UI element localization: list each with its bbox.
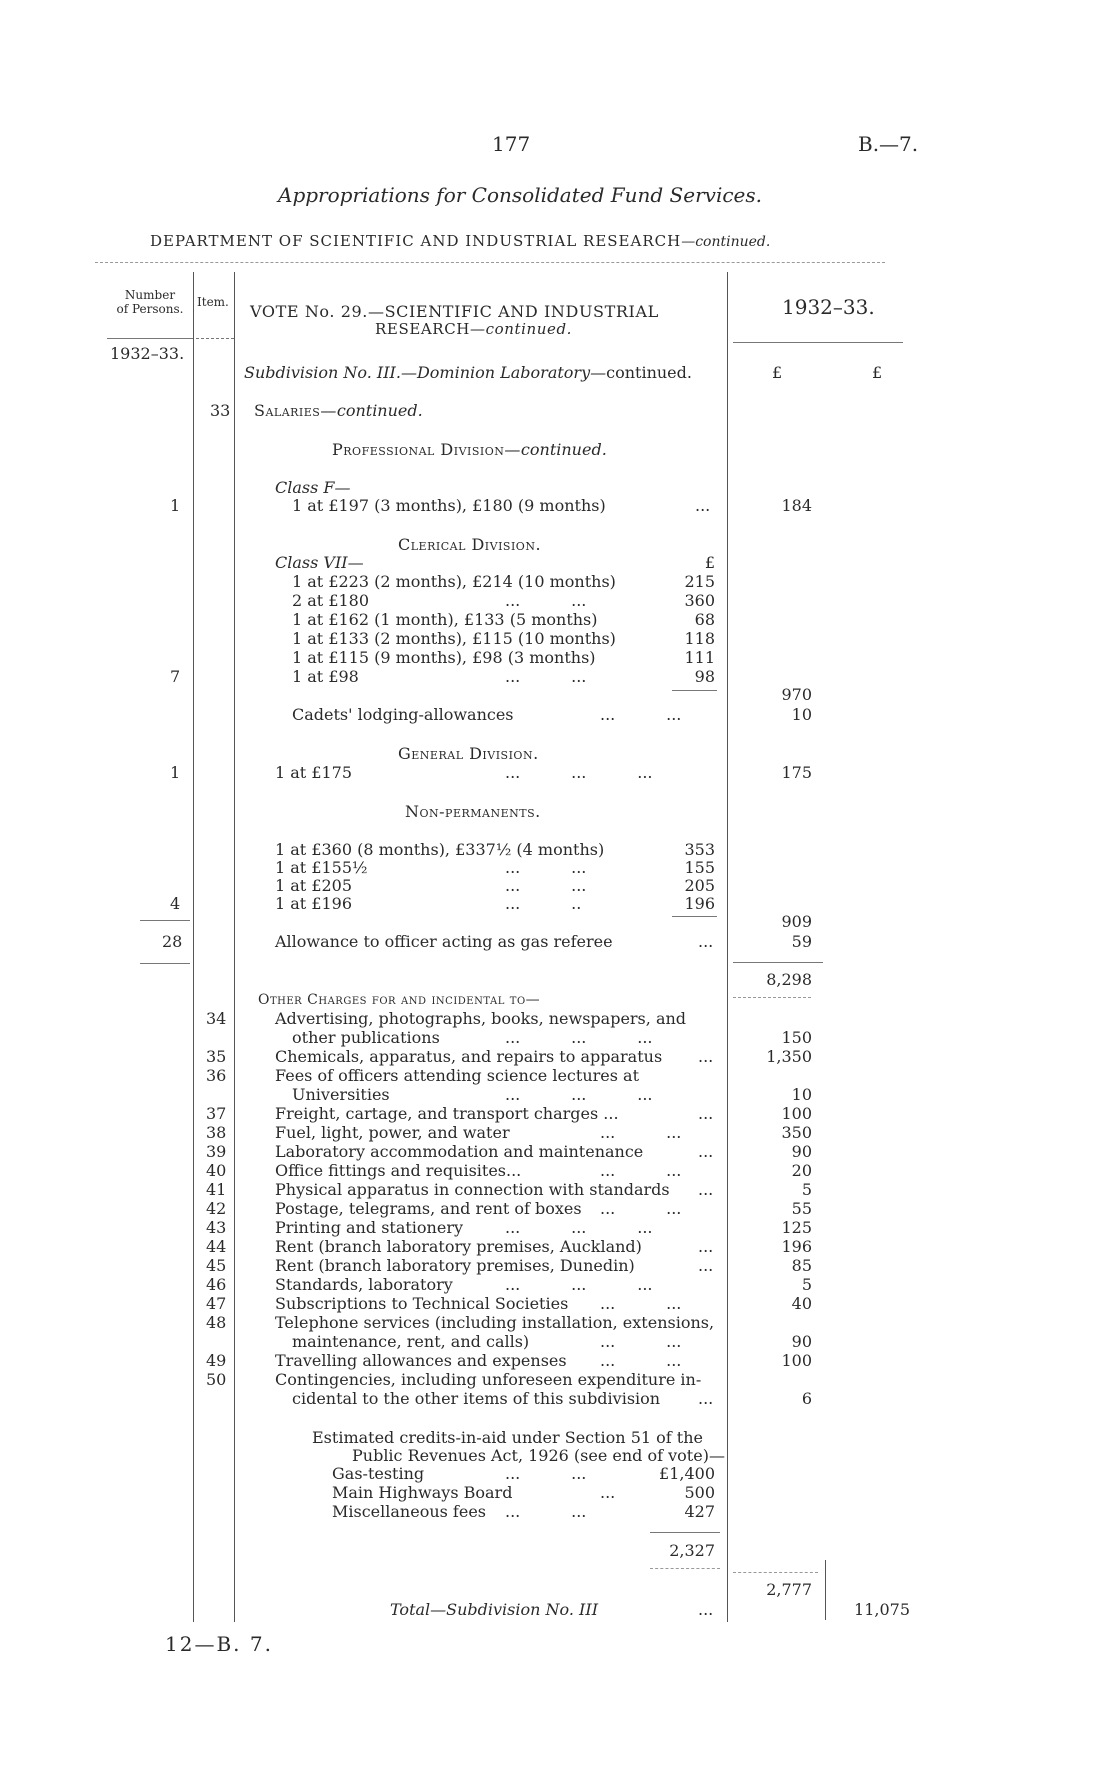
- item-45-number: 45: [206, 1256, 227, 1275]
- credits-row-2: Main Highways Board: [332, 1483, 513, 1502]
- nonperm-row-4: 1 at £196: [275, 894, 353, 913]
- item-43-number: 43: [206, 1218, 227, 1237]
- salaries-total-rule-bottom: [733, 997, 811, 998]
- item-34-dots: ... ... ...: [505, 1028, 653, 1047]
- item-45-dots: ...: [698, 1256, 714, 1275]
- item-36-number: 36: [206, 1066, 227, 1085]
- clerical-row-1-amount: 215: [684, 572, 715, 591]
- item-39-number: 39: [206, 1142, 227, 1161]
- vote-title-line1: VOTE No. 29.—SCIENTIFIC AND INDUSTRIAL: [250, 302, 659, 321]
- nonperm-row-3-amount: 205: [684, 876, 715, 895]
- subdivision-name: Subdivision No. III.—Dominion Laboratory—: [244, 363, 607, 382]
- credits-row-1-dots: ... ...: [505, 1464, 587, 1483]
- col-number-line1: Number: [124, 288, 176, 302]
- item-36-amount: 10: [791, 1085, 812, 1104]
- item-50-number: 50: [206, 1370, 227, 1389]
- item-41-amount: 5: [801, 1180, 812, 1199]
- general-persons: 1: [170, 763, 181, 782]
- item-34-number: 34: [206, 1009, 227, 1028]
- item-46-number: 46: [206, 1275, 227, 1294]
- allowance-amount: 59: [791, 932, 812, 951]
- page-subtitle: Appropriations for Consolidated Fund Services.: [278, 183, 763, 207]
- head-rule-item: [196, 338, 234, 339]
- cadets-amount: 10: [791, 705, 812, 724]
- department-name: DEPARTMENT OF SCIENTIFIC AND INDUSTRIAL RESEARCH: [150, 232, 682, 250]
- item-47-number: 47: [206, 1294, 227, 1313]
- item-48-label-2: maintenance, rent, and calls): [292, 1332, 530, 1351]
- clerical-row-2-dots: ... ...: [505, 591, 587, 610]
- credits-total-rule: [650, 1532, 720, 1533]
- column-header-persons: [107, 288, 193, 316]
- item-46-amount: 5: [801, 1275, 812, 1294]
- item-41-number: 41: [206, 1180, 227, 1199]
- item-35-number: 35: [206, 1047, 227, 1066]
- item-40-label-1: Office fittings and requisites...: [275, 1161, 522, 1180]
- credits-line-2: Public Revenues Act, 1926 (see end of vote)—: [352, 1446, 725, 1465]
- item-44-dots: ...: [698, 1237, 714, 1256]
- department-continued: —continued.: [681, 234, 771, 250]
- item-36-label-1: Fees of officers attending science lectures at: [275, 1066, 639, 1085]
- nonperm-heading: Non-permanents.: [405, 802, 541, 821]
- credits-row-3-amount: 427: [684, 1502, 715, 1521]
- clerical-subtotal-rule: [672, 690, 717, 691]
- salaries-heading: [254, 401, 423, 420]
- clerical-row-4-amount: 118: [684, 629, 715, 648]
- professional-class: Class F—: [275, 478, 351, 497]
- clerical-row-1: 1 at £223 (2 months), £214 (10 months): [292, 572, 616, 591]
- col-divider-details: [727, 272, 728, 1622]
- item-43-amount: 125: [781, 1218, 812, 1237]
- nonperm-row-3-dots: ... ...: [505, 876, 587, 895]
- vote-title-continued: continued.: [485, 320, 573, 338]
- clerical-class: Class VII—: [275, 553, 364, 572]
- item-50-label-2: cidental to the other items of this subdivision: [292, 1389, 661, 1408]
- credits-row-1: Gas-testing: [332, 1464, 425, 1483]
- item-42-dots: ... ...: [600, 1199, 682, 1218]
- clerical-row-5-amount: 111: [684, 648, 715, 667]
- item-34-amount: 150: [781, 1028, 812, 1047]
- clerical-row-6-dots: ... ...: [505, 667, 587, 686]
- item-49-amount: 100: [781, 1351, 812, 1370]
- col-number-line2: of Persons.: [116, 302, 184, 316]
- salaries-continued: continued.: [336, 401, 423, 420]
- allowance-label: Allowance to officer acting as gas referee: [275, 932, 613, 951]
- nonperm-row-1-amount: 353: [684, 840, 715, 859]
- column-header-year: 1932–33.: [782, 295, 875, 319]
- credits-row-3-dots: ... ...: [505, 1502, 587, 1521]
- col-divider-persons: [193, 272, 194, 1622]
- persons-year-label: 1932–33.: [110, 344, 185, 363]
- professional-line: 1 at £197 (3 months), £180 (9 months): [292, 496, 606, 515]
- footer-signature: 12—B. 7.: [165, 1632, 273, 1656]
- general-label: 1 at £175: [275, 763, 353, 782]
- item-41-label-1: Physical apparatus in connection with standards: [275, 1180, 670, 1199]
- professional-label: Professional Division—: [332, 440, 521, 459]
- salaries-item-number: 33: [210, 401, 231, 420]
- department-title: [150, 232, 770, 250]
- nonperm-row-2-dots: ... ...: [505, 858, 587, 877]
- vote-title-research: RESEARCH—: [375, 320, 486, 338]
- item-38-amount: 350: [781, 1123, 812, 1142]
- item-47-amount: 40: [791, 1294, 812, 1313]
- item-40-number: 40: [206, 1161, 227, 1180]
- nonperm-row-3: 1 at £205: [275, 876, 353, 895]
- other-total-rule: [733, 1572, 818, 1573]
- clerical-row-3-amount: 68: [694, 610, 715, 629]
- page-number: 177: [492, 132, 531, 156]
- clerical-subtotal: 970: [781, 685, 812, 704]
- item-37-amount: 100: [781, 1104, 812, 1123]
- nonperm-row-2-amount: 155: [684, 858, 715, 877]
- credits-total: 2,327: [669, 1541, 715, 1560]
- item-34-label-1: Advertising, photographs, books, newspapers, and: [275, 1009, 687, 1028]
- item-50-amount: 6: [801, 1389, 812, 1408]
- salaries-total-rule: [733, 962, 823, 963]
- other-charges-total: 2,777: [766, 1580, 812, 1599]
- credits-total-rule-bottom: [650, 1568, 720, 1569]
- general-dots: ... ... ...: [505, 763, 653, 782]
- item-44-number: 44: [206, 1237, 227, 1256]
- head-rule-year: [733, 342, 903, 343]
- item-41-dots: ...: [698, 1180, 714, 1199]
- item-35-amount: 1,350: [766, 1047, 812, 1066]
- col-divider-item: [234, 272, 235, 1622]
- item-48-amount: 90: [791, 1332, 812, 1351]
- item-45-amount: 85: [791, 1256, 812, 1275]
- salaries-total: 8,298: [766, 970, 812, 989]
- item-47-label-1: Subscriptions to Technical Societies: [275, 1294, 569, 1313]
- item-48-dots: ... ...: [600, 1332, 682, 1351]
- item-38-number: 38: [206, 1123, 227, 1142]
- professional-persons: 1: [170, 496, 181, 515]
- vote-title-line2: [375, 320, 572, 338]
- subdivision-continued: continued.: [606, 363, 692, 382]
- nonperm-persons: 4: [170, 894, 181, 913]
- clerical-row-2-amount: 360: [684, 591, 715, 610]
- item-39-label-1: Laboratory accommodation and maintenance: [275, 1142, 644, 1161]
- nonperm-row-4-dots: ... ..: [505, 894, 582, 913]
- item-46-label-1: Standards, laboratory: [275, 1275, 453, 1294]
- document-reference: B.—7.: [858, 132, 919, 156]
- item-40-amount: 20: [791, 1161, 812, 1180]
- item-36-label-2: Universities: [292, 1085, 390, 1104]
- professional-amount: 184: [781, 496, 812, 515]
- item-37-dots: ...: [698, 1104, 714, 1123]
- clerical-row-3: 1 at £162 (1 month), £133 (5 months): [292, 610, 598, 629]
- item-46-dots: ... ... ...: [505, 1275, 653, 1294]
- nonperm-row-1: 1 at £360 (8 months), £337½ (4 months): [275, 840, 605, 859]
- clerical-pound: £: [704, 553, 715, 572]
- item-50-dots: ...: [698, 1389, 714, 1408]
- clerical-row-4: 1 at £133 (2 months), £115 (10 months): [292, 629, 616, 648]
- clerical-row-6: 1 at £98: [292, 667, 359, 686]
- clerical-row-6-amount: 98: [694, 667, 715, 686]
- pound-sign-details: £: [772, 363, 783, 382]
- nonperm-subtotal-rule: [672, 916, 717, 917]
- persons-total: 28: [162, 932, 183, 951]
- cadets-dots: ... ...: [600, 705, 682, 724]
- head-rule-persons: [107, 338, 193, 339]
- grand-total-amount: 11,075: [854, 1600, 910, 1619]
- pound-sign-total: £: [872, 363, 883, 382]
- clerical-heading: Clerical Division.: [398, 535, 542, 554]
- item-34-label-2: other publications: [292, 1028, 440, 1047]
- col-divider-total: [825, 1560, 826, 1620]
- persons-total-rule-bottom: [140, 963, 190, 964]
- item-49-label-1: Travelling allowances and expenses: [275, 1351, 567, 1370]
- salaries-label: Salaries—: [254, 401, 337, 420]
- credits-row-3: Miscellaneous fees: [332, 1502, 486, 1521]
- item-42-label-1: Postage, telegrams, and rent of boxes: [275, 1199, 582, 1218]
- cadets-label: Cadets' lodging-allowances: [292, 705, 514, 724]
- item-44-label-1: Rent (branch laboratory premises, Auckland): [275, 1237, 642, 1256]
- item-49-number: 49: [206, 1351, 227, 1370]
- item-48-label-1: Telephone services (including installation, extensions,: [275, 1313, 715, 1332]
- professional-continued: continued.: [520, 440, 607, 459]
- persons-total-rule-top: [140, 920, 190, 921]
- nonperm-row-2: 1 at £155½: [275, 858, 368, 877]
- item-36-dots: ... ... ...: [505, 1085, 653, 1104]
- item-40-dots: ... ...: [600, 1161, 682, 1180]
- clerical-row-2: 2 at £180: [292, 591, 370, 610]
- item-45-label-1: Rent (branch laboratory premises, Dunedin): [275, 1256, 635, 1275]
- item-44-amount: 196: [781, 1237, 812, 1256]
- item-43-dots: ... ... ...: [505, 1218, 653, 1237]
- item-48-number: 48: [206, 1313, 227, 1332]
- grand-total-label: Total—Subdivision No. III: [390, 1600, 599, 1619]
- item-49-dots: ... ...: [600, 1351, 682, 1370]
- item-42-amount: 55: [791, 1199, 812, 1218]
- nonperm-row-4-amount: 196: [684, 894, 715, 913]
- clerical-row-5: 1 at £115 (9 months), £98 (3 months): [292, 648, 596, 667]
- general-amount: 175: [781, 763, 812, 782]
- column-header-item: Item.: [197, 295, 229, 309]
- grand-total-dots: ...: [698, 1600, 714, 1619]
- credits-row-2-amount: 500: [684, 1483, 715, 1502]
- item-50-label-1: Contingencies, including unforeseen expenditure in-: [275, 1370, 702, 1389]
- header-rule: [95, 262, 885, 263]
- subdivision-title: [244, 363, 692, 382]
- item-42-number: 42: [206, 1199, 227, 1218]
- other-charges-heading: Other Charges for and incidental to—: [258, 992, 541, 1008]
- item-35-dots: ...: [698, 1047, 714, 1066]
- item-37-number: 37: [206, 1104, 227, 1123]
- item-38-label-1: Fuel, light, power, and water: [275, 1123, 510, 1142]
- nonperm-subtotal: 909: [781, 912, 812, 931]
- professional-dots: ...: [695, 496, 711, 515]
- item-35-label-1: Chemicals, apparatus, and repairs to apparatus: [275, 1047, 663, 1066]
- general-heading: General Division.: [398, 744, 539, 763]
- item-43-label-1: Printing and stationery: [275, 1218, 464, 1237]
- professional-heading: [332, 440, 607, 459]
- clerical-persons: 7: [170, 667, 181, 686]
- item-38-dots: ... ...: [600, 1123, 682, 1142]
- allowance-dots: ...: [698, 932, 714, 951]
- item-47-dots: ... ...: [600, 1294, 682, 1313]
- item-37-label-1: Freight, cartage, and transport charges ...: [275, 1104, 619, 1123]
- item-39-dots: ...: [698, 1142, 714, 1161]
- item-39-amount: 90: [791, 1142, 812, 1161]
- credits-row-2-dots: ...: [600, 1483, 616, 1502]
- credits-line-1: Estimated credits-in-aid under Section 51 of the: [312, 1428, 703, 1447]
- credits-row-1-amount: £1,400: [659, 1464, 715, 1483]
